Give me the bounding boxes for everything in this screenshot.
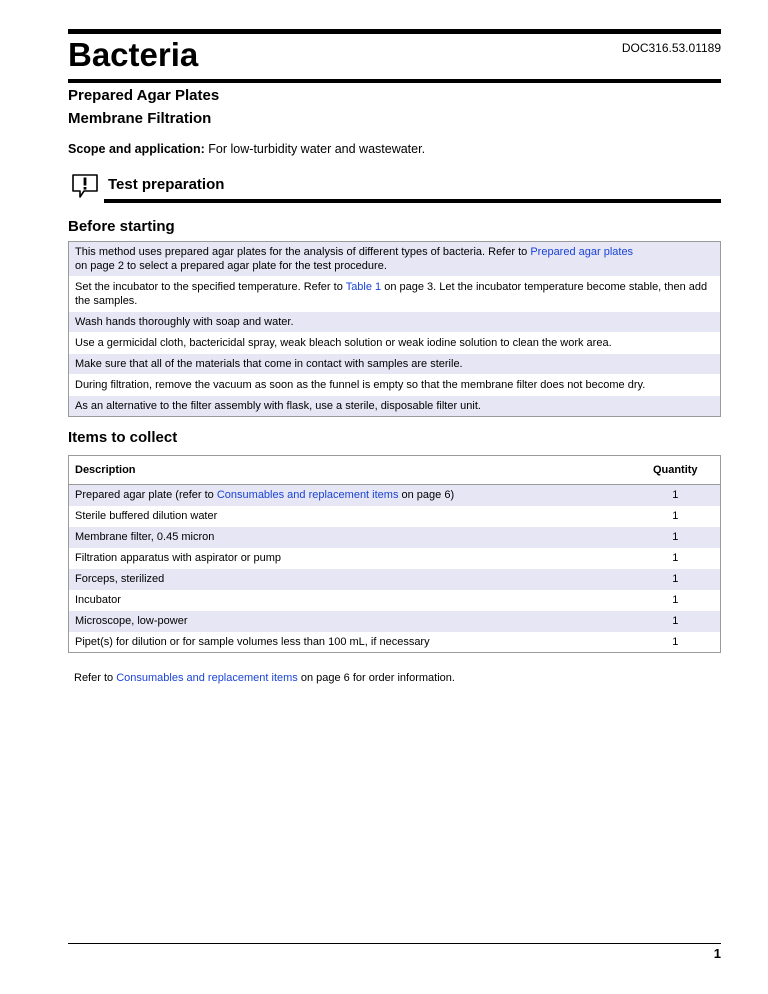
- before-item-text: Wash hands thoroughly with soap and water.: [75, 316, 294, 328]
- item-description: [69, 548, 631, 569]
- before-item-text: Use a germicidal cloth, bactericidal spray, weak bleach solution or weak iodine solution to clean the work area.: [75, 337, 612, 349]
- item-description: [69, 590, 631, 611]
- item-quantity: 1: [631, 569, 721, 590]
- item-description: [69, 485, 631, 506]
- item-description-text: Sterile buffered dilution water: [75, 510, 218, 522]
- description-column-header: Description: [69, 456, 631, 485]
- before-item-text: Set the incubator to the specified temperature. Refer to: [75, 281, 346, 293]
- item-description-text: Incubator: [75, 594, 121, 606]
- order-info-note: [74, 672, 455, 684]
- quantity-column-header: Quantity: [631, 456, 721, 485]
- items-table: [68, 455, 721, 653]
- table-row: [69, 506, 721, 527]
- item-description-text: Prepared agar plate (refer to: [75, 489, 217, 502]
- table-row: [69, 632, 721, 653]
- before-starting-list: [68, 241, 721, 417]
- before-item-text-continued: on page 3. Let the incubator temperature become stable, then add the samples.: [75, 281, 708, 307]
- item-description: [69, 569, 631, 590]
- item-quantity: 1: [672, 594, 679, 606]
- item-quantity: 1: [672, 552, 679, 564]
- table-row: [69, 527, 721, 548]
- item-description-suffix: on page 6): [398, 489, 455, 502]
- item-description: [69, 527, 631, 548]
- before-item-text: This method uses prepared agar plates for the analysis of different types of bacteria. Refer to: [75, 246, 531, 258]
- before-starting-item: [69, 375, 720, 396]
- before-item-text-continued: on page 2 to select a prepared agar plate for the test procedure.: [75, 260, 387, 272]
- item-description: [69, 611, 631, 632]
- item-description-text: Forceps, sterilized: [75, 573, 165, 585]
- item-description-link[interactable]: Consumables and replacement items: [216, 489, 399, 502]
- method-subtitle: Prepared Agar Plates: [68, 87, 220, 104]
- before-starting-item: [69, 333, 720, 354]
- item-quantity: 1: [631, 611, 721, 632]
- scope-line: [68, 142, 425, 156]
- before-starting-item: [69, 312, 720, 333]
- item-quantity: 1: [631, 527, 721, 548]
- consumables-link[interactable]: Consumables and replacement items: [116, 672, 298, 684]
- table-row: [69, 548, 721, 569]
- before-starting-item: [69, 242, 720, 277]
- item-description-text: Pipet(s) for dilution or for sample volumes less than 100 mL, if necessary: [75, 635, 430, 648]
- table-row: [69, 485, 721, 506]
- before-item-link[interactable]: Prepared agar plates: [530, 246, 634, 258]
- page-number: 1: [713, 946, 721, 961]
- before-item-link[interactable]: Table 1: [345, 281, 382, 293]
- before-starting-item: [69, 396, 720, 416]
- order-info-post: on page 6 for order information.: [297, 672, 455, 684]
- test-preparation-rule: [104, 199, 721, 203]
- before-item-text: As an alternative to the filter assembly with flask, use a sterile, disposable filter unit.: [75, 400, 481, 412]
- document-title: Bacteria: [68, 36, 199, 73]
- scope-label: Scope and application:: [68, 142, 205, 156]
- item-quantity: 1: [672, 510, 679, 522]
- item-quantity: 1: [631, 485, 721, 506]
- table-row: [69, 611, 721, 632]
- method-subtitle-2: Membrane Filtration: [68, 110, 212, 127]
- item-quantity: 1: [672, 635, 679, 648]
- order-info-pre: Refer to: [74, 672, 117, 684]
- before-item-text: During filtration, remove the vacuum as soon as the funnel is empty so that the membrane filter does not become dry.: [75, 379, 646, 391]
- table-row: [69, 569, 721, 590]
- items-table-header: [69, 456, 721, 485]
- title-rule: [68, 79, 721, 83]
- notice-exclamation-icon: [71, 172, 99, 200]
- document-page: [68, 0, 721, 994]
- table-row: [69, 590, 721, 611]
- before-starting-heading: Before starting: [68, 218, 175, 235]
- item-description: [69, 506, 631, 527]
- before-starting-item: [69, 354, 720, 375]
- items-to-collect-heading: Items to collect: [68, 429, 178, 446]
- scope-text: For low-turbidity water and wastewater.: [204, 142, 426, 156]
- item-description-text: Filtration apparatus with aspirator or pump: [75, 552, 282, 564]
- test-preparation-heading: Test preparation: [108, 176, 225, 193]
- item-description-text: Microscope, low-power: [75, 615, 188, 627]
- footer-rule: [68, 943, 721, 944]
- item-description-text: Membrane filter, 0.45 micron: [75, 531, 215, 543]
- item-description: [69, 632, 631, 653]
- document-id: DOC316.53.01189: [621, 41, 721, 55]
- before-item-text: Make sure that all of the materials that come in contact with samples are sterile.: [75, 358, 463, 370]
- before-starting-item: [69, 277, 720, 312]
